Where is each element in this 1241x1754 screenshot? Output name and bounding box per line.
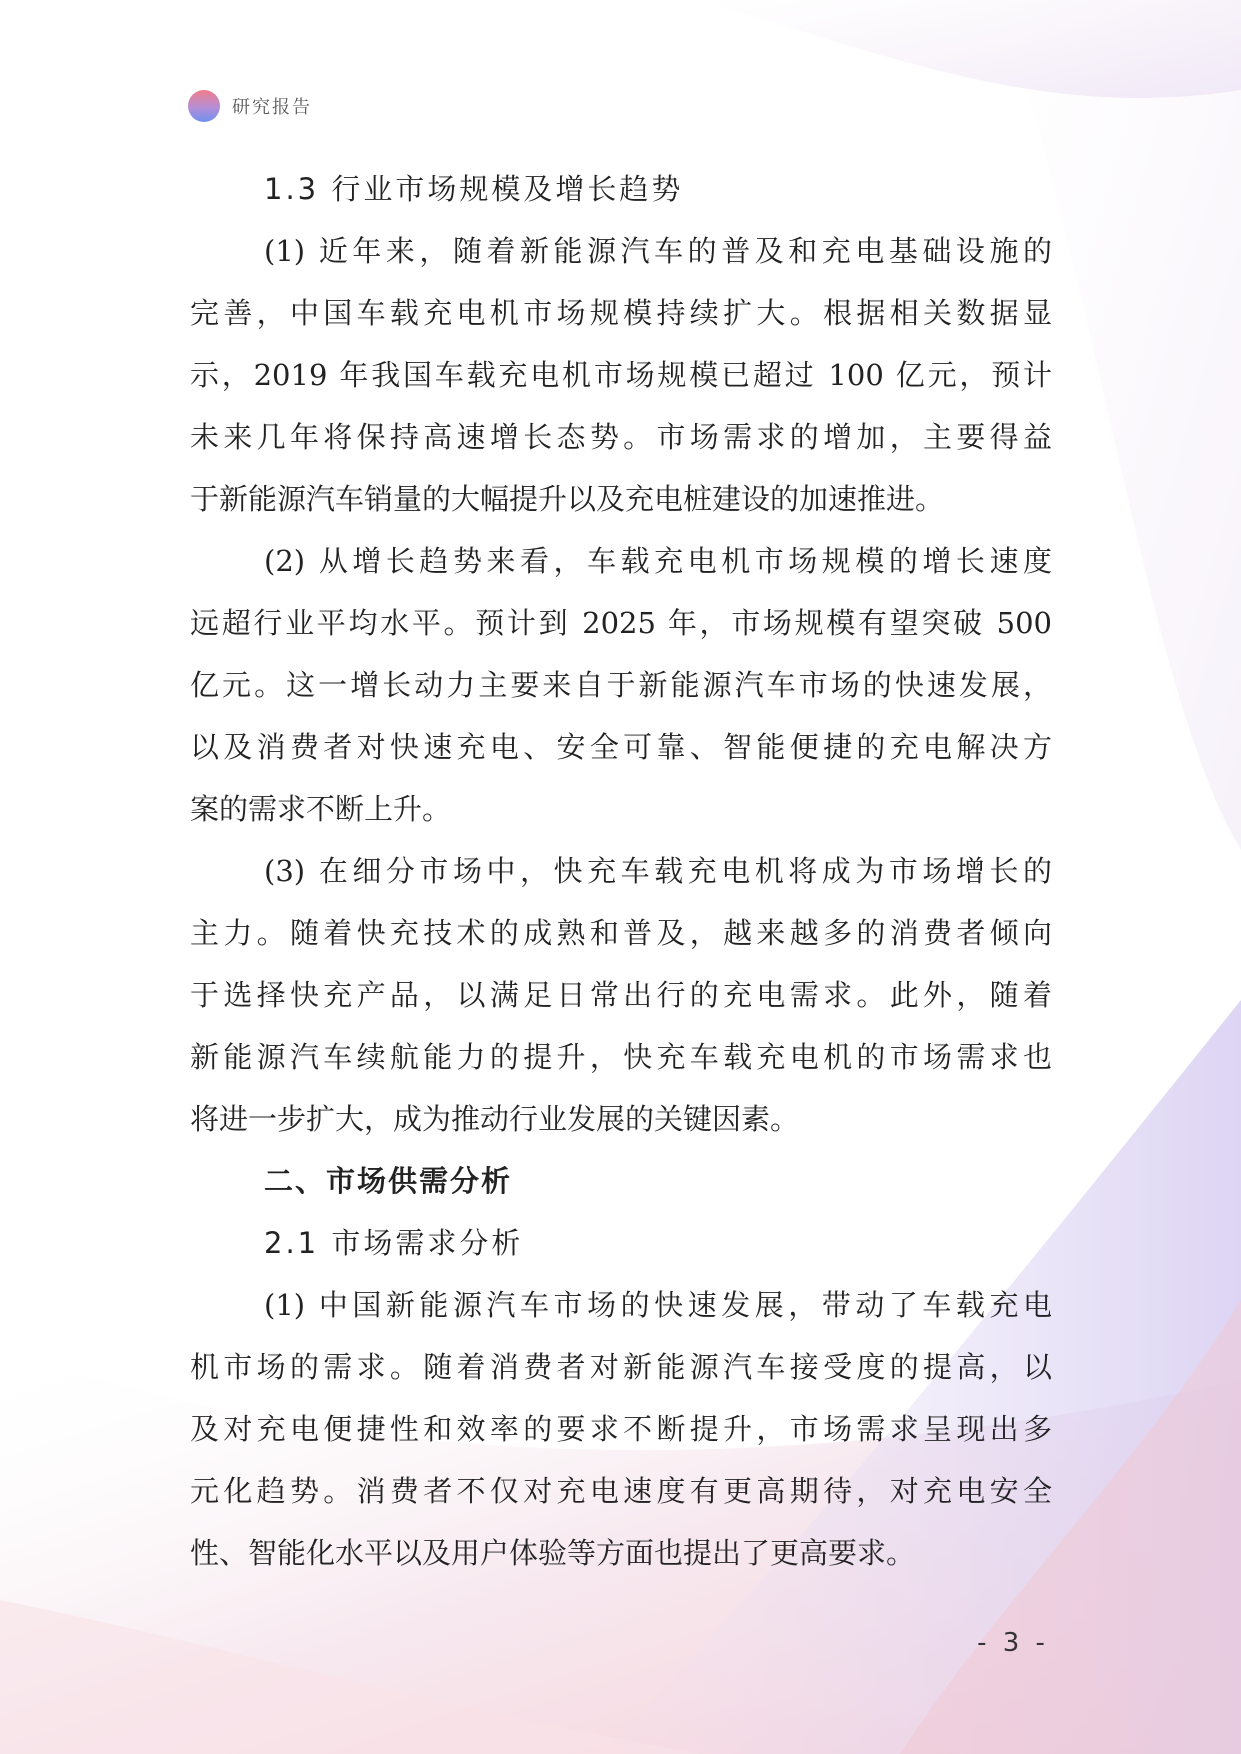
paragraph-line: 以及消费者对快速充电、安全可靠、智能便捷的充电解决方 [190, 730, 1052, 764]
paragraph-line: 机市场的需求。随着消费者对新能源汽车接受度的提高，以 [190, 1350, 1052, 1384]
page-number: - 3 - [977, 1628, 1049, 1658]
section-heading-2-1: 2.1 市场需求分析 [264, 1226, 524, 1260]
document-body [190, 158, 1052, 1584]
paragraph-1-3-1 [190, 220, 1052, 530]
paragraph-line: 未来几年将保持高速增长态势。市场需求的增加，主要得益 [190, 420, 1052, 454]
paragraph-line: 于选择快充产品，以满足日常出行的充电需求。此外，随着 [190, 978, 1052, 1012]
paragraph-line: 将进一步扩大，成为推动行业发展的关键因素。 [190, 1102, 800, 1136]
chapter-heading-2: 二、市场供需分析 [264, 1164, 513, 1198]
paragraph-1-3-2 [190, 530, 1052, 840]
paragraph-line: 新能源汽车续航能力的提升，快充车载充电机的市场需求也 [190, 1040, 1052, 1074]
paragraph-line: 及对充电便捷性和效率的要求不断提升，市场需求呈现出多 [190, 1412, 1052, 1446]
report-header [188, 89, 312, 123]
paragraph-line: (1) 中国新能源汽车市场的快速发展，带动了车载充电 [264, 1288, 1052, 1322]
paragraph-line: (3) 在细分市场中，快充车载充电机将成为市场增长的 [264, 854, 1052, 888]
paragraph-line: 示，2019 年我国车载充电机市场规模已超过 100 亿元，预计 [190, 358, 1052, 392]
paragraph-line: 亿元。这一增长动力主要来自于新能源汽车市场的快速发展， [190, 668, 1052, 702]
paragraph-1-3-3 [190, 840, 1052, 1150]
paragraph-line: 完善，中国车载充电机市场规模持续扩大。根据相关数据显 [190, 296, 1052, 330]
paragraph-line: 元化趋势。消费者不仅对充电速度有更高期待，对充电安全 [190, 1474, 1052, 1508]
logo-circle-icon [188, 90, 220, 122]
paragraph-line: 远超行业平均水平。预计到 2025 年，市场规模有望突破 500 [190, 606, 1052, 640]
paragraph-line: 性、智能化水平以及用户体验等方面也提出了更高要求。 [190, 1536, 916, 1570]
paragraph-line: 于新能源汽车销量的大幅提升以及充电桩建设的加速推进。 [190, 482, 945, 516]
paragraph-line: (1) 近年来，随着新能源汽车的普及和充电基础设施的 [264, 234, 1052, 268]
header-title: 研究报告 [232, 97, 312, 118]
paragraph-line: 主力。随着快充技术的成熟和普及，越来越多的消费者倾向 [190, 916, 1052, 950]
paragraph-line: 案的需求不断上升。 [190, 792, 452, 826]
section-heading-1-3: 1.3 行业市场规模及增长趋势 [264, 172, 684, 206]
paragraph-2-1-1 [190, 1274, 1052, 1584]
paragraph-line: (2) 从增长趋势来看，车载充电机市场规模的增长速度 [264, 544, 1052, 578]
